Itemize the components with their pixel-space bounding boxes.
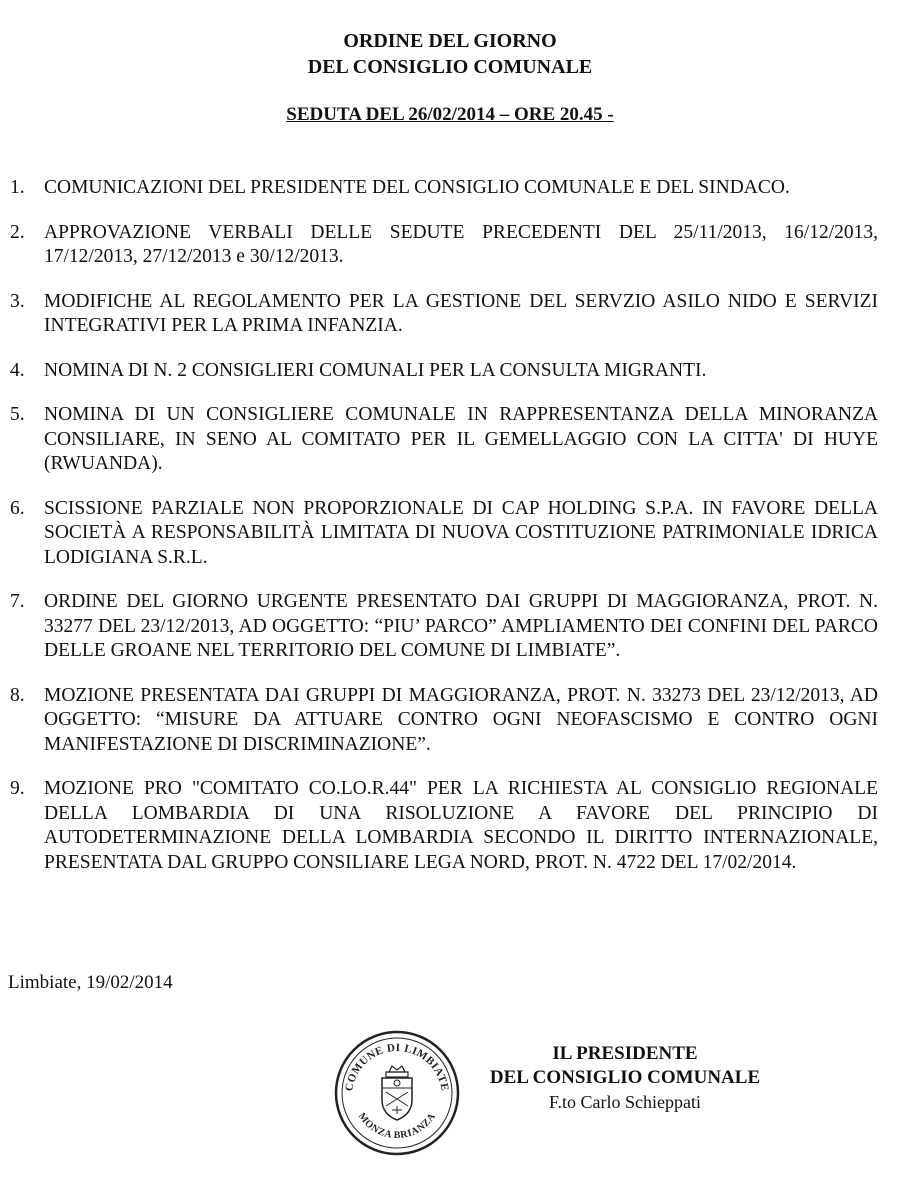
agenda-item-text: COMUNICAZIONI DEL PRESIDENTE DEL CONSIGLIO COMUNALE E DEL SINDACO.: [44, 177, 790, 198]
agenda-item-number: 3.: [10, 290, 25, 312]
agenda-list: [0, 176, 900, 895]
agenda-item-text: ORDINE DEL GIORNO URGENTE PRESENTATO DAI GRUPPI DI MAGGIORANZA, PROT. N. 33277 DEL 23/12/2013, AD OGGETTO: “PIU’ PARCO” AMPLIAMENTO DEI CONFINI DEL PARCO DELLE GROANE NEL TERRITORIO DEL COMUNE DI LIMBIATE”.: [44, 591, 878, 661]
crest-icon: [382, 1066, 412, 1120]
agenda-item-number: 1.: [10, 177, 25, 198]
agenda-item: [0, 290, 900, 339]
agenda-item-text: NOMINA DI N. 2 CONSIGLIERI COMUNALI PER LA CONSULTA MIGRANTI.: [44, 359, 707, 381]
agenda-item-number: 4.: [10, 359, 25, 381]
svg-text:MONZA BRIANZA: [356, 1111, 438, 1141]
signature-block: [480, 1042, 770, 1114]
agenda-item: [0, 176, 900, 201]
document-title-line-1: ORDINE DEL GIORNO: [343, 30, 557, 52]
agenda-item-text: MODIFICHE AL REGOLAMENTO PER LA GESTIONE DEL SERVZIO ASILO NIDO E SERVIZI INTEGRATIVI PER LA PRIMA INFANZIA.: [44, 290, 878, 336]
agenda-item: [0, 359, 900, 384]
session-heading: SEDUTA DEL 26/02/2014 – ORE 20.45 -: [286, 104, 614, 125]
svg-text:COMUNE DI LIMBIATE: [343, 1042, 451, 1092]
agenda-item: [0, 497, 900, 571]
agenda-item-number: 8.: [10, 684, 25, 706]
agenda-item-text: MOZIONE PRESENTATA DAI GRUPPI DI MAGGIORANZA, PROT. N. 33273 DEL 23/12/2013, AD OGGETTO: “MISURE DA ATTUARE CONTRO OGNI NEOFASCISMO E CONTRO OGNI MANIFESTAZIONE DI DISCRIMINAZIONE”.: [44, 684, 878, 755]
signature-title-line-2: DEL CONSIGLIO COMUNALE: [489, 1067, 761, 1088]
seal-text-bottom: MONZA BRIANZA: [355, 1110, 439, 1142]
agenda-item-number: 5.: [10, 404, 25, 425]
place-and-date: Limbiate, 19/02/2014: [8, 972, 173, 993]
municipal-seal-icon: [332, 1028, 462, 1158]
agenda-item-number: 7.: [10, 591, 25, 612]
seal-text-top: COMUNE DI LIMBIATE: [343, 1041, 451, 1093]
agenda-item: [0, 777, 900, 875]
agenda-item: [0, 590, 900, 664]
signature-name: F.to Carlo Schieppati: [548, 1092, 702, 1112]
agenda-item: [0, 403, 900, 477]
agenda-item-number: 2.: [10, 221, 25, 243]
agenda-item-number: 9.: [10, 778, 25, 799]
agenda-item-number: 6.: [10, 497, 25, 519]
agenda-item: [0, 684, 900, 758]
agenda-item-text: APPROVAZIONE VERBALI DELLE SEDUTE PRECEDENTI DEL 25/11/2013, 16/12/2013, 17/12/2013, 27/12/2013 e 30/12/2013.: [44, 221, 878, 267]
document-title-line-2: DEL CONSIGLIO COMUNALE: [307, 56, 593, 78]
agenda-item-text: SCISSIONE PARZIALE NON PROPORZIONALE DI CAP HOLDING S.P.A. IN FAVORE DELLA SOCIETÀ A RESPONSABILITÀ LIMITATA DI NUOVA COSTITUZIONE PATRIMONIALE IDRICA LODIGIANA S.R.L.: [44, 497, 878, 568]
signature-title-line-1: IL PRESIDENTE: [552, 1043, 698, 1064]
agenda-item-text: MOZIONE PRO "COMITATO CO.LO.R.44" PER LA RICHIESTA AL CONSIGLIO REGIONALE DELLA LOMBARDIA DI UNA RISOLUZIONE A FAVORE DEL PRINCIPIO DI AUTODETERMINAZIONE DELLA LOMBARDIA SECONDO IL DIRITTO INTERNAZIONALE, PRESENTATA DAL GRUPPO CONSILIARE LEGA NORD, PROT. N. 4722 DEL 17/02/2014.: [44, 778, 878, 873]
agenda-item-text: NOMINA DI UN CONSIGLIERE COMUNALE IN RAPPRESENTANZA DELLA MINORANZA CONSILIARE, IN SENO AL COMITATO PER IL GEMELLAGGIO CON LA CITTA' DI HUYE (RWUANDA).: [44, 404, 878, 474]
agenda-item: [0, 221, 900, 270]
